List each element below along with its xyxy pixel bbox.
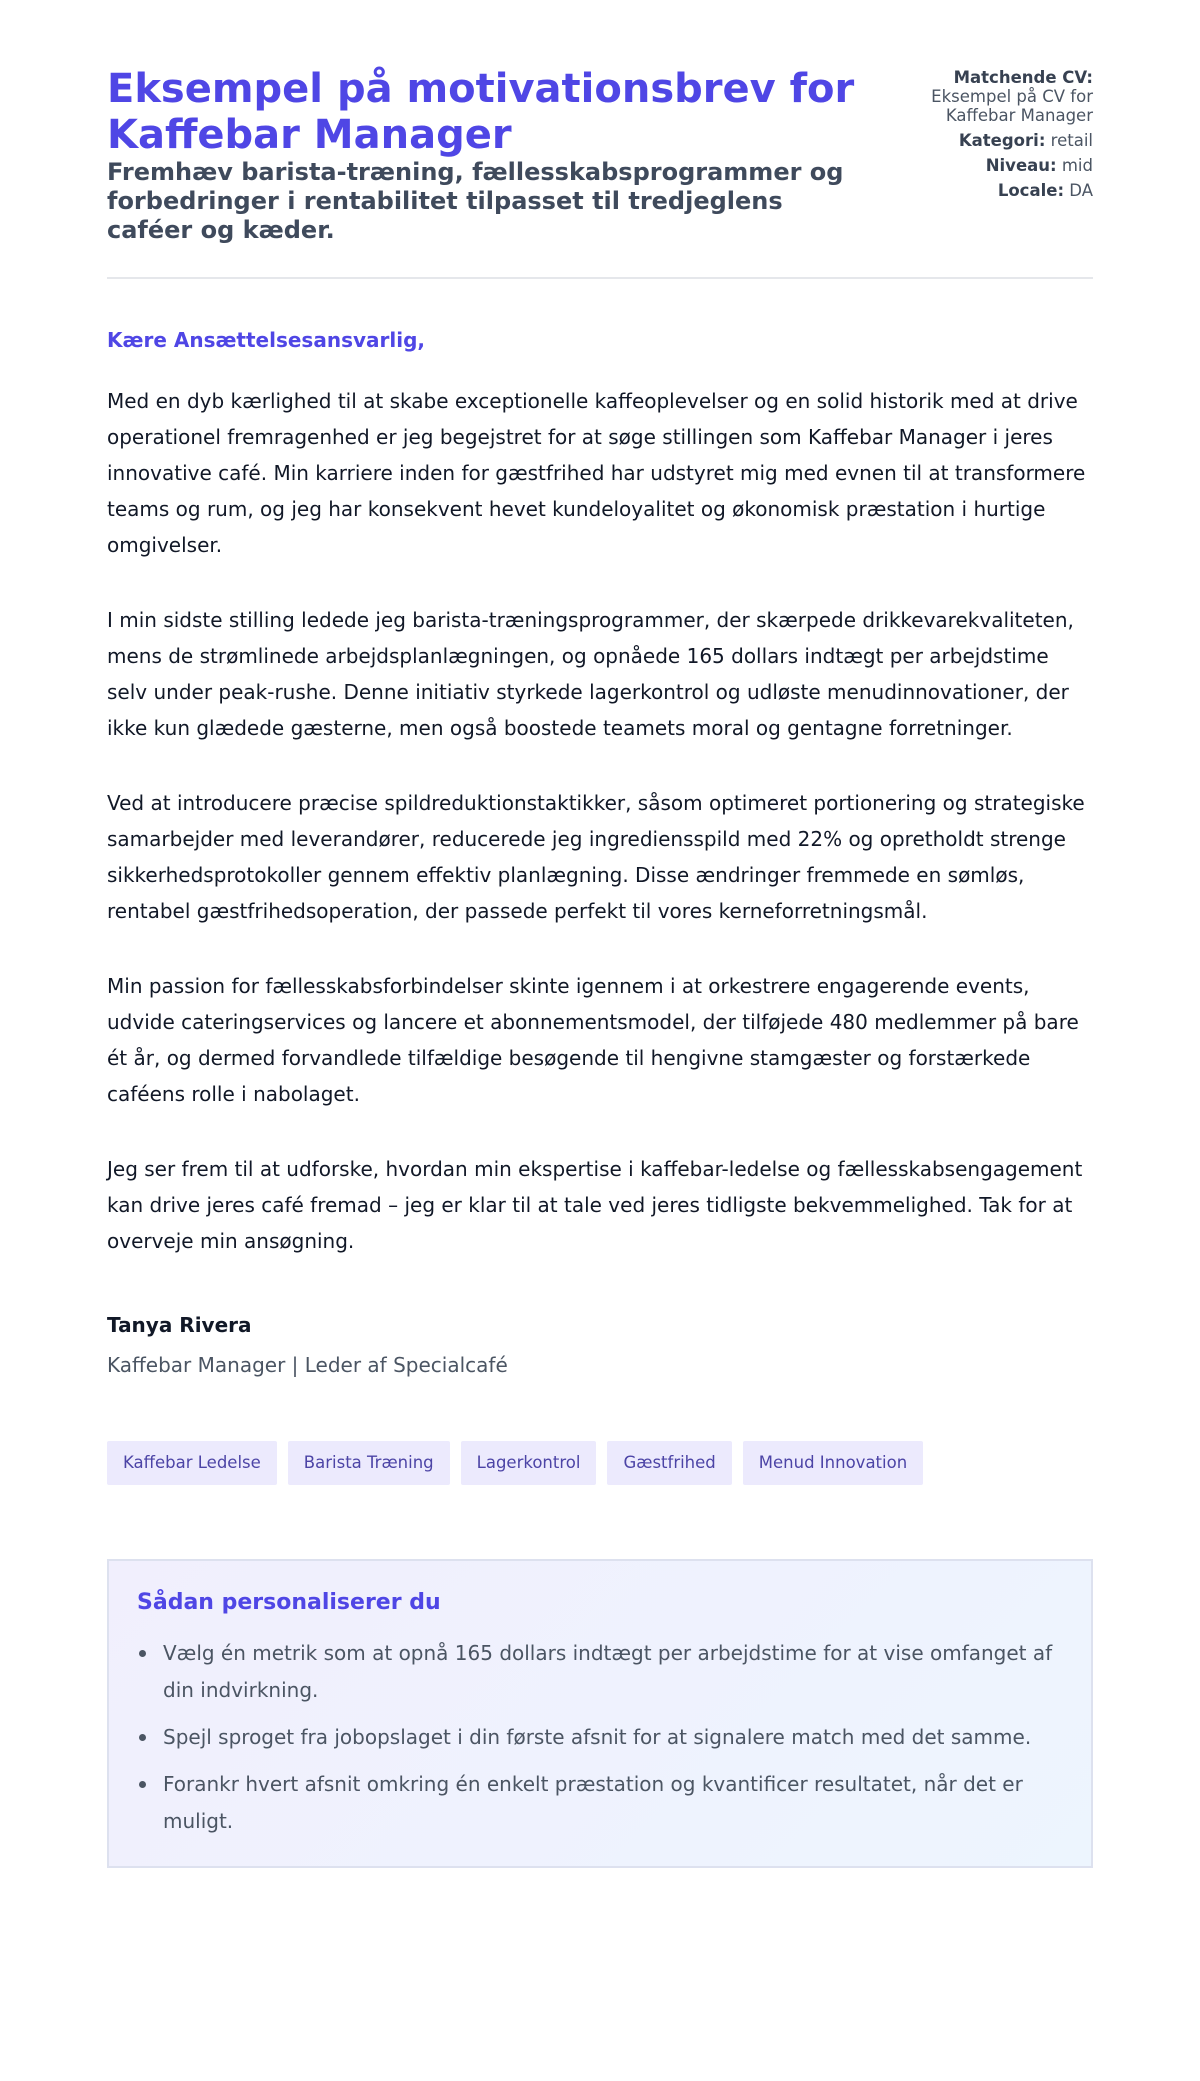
page-header: [107, 66, 1093, 279]
tip-item: [137, 1766, 1063, 1840]
skill-tag: Lagerkontrol: [461, 1441, 597, 1485]
letter-paragraph: Med en dyb kærlighed til at skabe exceptionelle kaffeoplevelser og en solid historik med at drive operationel fremragenhed er jeg begejstret for at søge stillingen som Kaffebar Manager i jeres innovative café. Min karriere inden for gæstfrihed har udstyret mig med evnen til at transformere teams og rum, og jeg har konsekvent hevet kundeloyalitet og økonomisk præstation i hurtige omgivelser.: [107, 389, 1086, 557]
skill-tag: Gæstfrihed: [607, 1441, 731, 1485]
letter-paragraph: Jeg ser frem til at udforske, hvordan min ekspertise i kaffebar-ledelse og fællesskabsengagement kan drive jeres café fremad – jeg er klar til at tale ved jeres tidligste bekvemmelighed. Tak for at overveje min ansøgning.: [107, 1157, 1083, 1253]
meta-category-label: Kategori:: [958, 131, 1046, 150]
meta-cv-label: Matchende CV:: [953, 68, 1093, 87]
meta-level: [918, 156, 1093, 175]
tip-item: [137, 1635, 1063, 1709]
bullet-icon: [139, 1734, 146, 1741]
tip-text: Forankr hvert afsnit omkring én enkelt præstation og kvantificer resultatet, når det er muligt.: [163, 1772, 1023, 1833]
signature-title: Kaffebar Manager | Leder af Specialcafé: [107, 1353, 508, 1377]
meta-matching-cv: [918, 68, 1093, 125]
meta-locale: [918, 181, 1093, 200]
meta-cv-link[interactable]: Eksempel på CV for Kaffebar Manager: [931, 87, 1093, 125]
skill-tag: Kaffebar Ledelse: [107, 1441, 277, 1485]
letter-greeting: Kære Ansættelsesansvarlig,: [107, 328, 425, 352]
tips-title: Sådan personaliserer du: [137, 1590, 441, 1615]
signature: [107, 1311, 1093, 1379]
tip-text: Spejl sproget fra jobopslaget i din første afsnit for at signalere match med det samme.: [163, 1725, 1032, 1749]
bullet-icon: [139, 1781, 146, 1788]
meta-category-value: retail: [1050, 131, 1093, 150]
letter: [107, 327, 1093, 1379]
header-titles: [107, 66, 867, 245]
letter-body: [107, 383, 1093, 1259]
personalization-tips-box: [107, 1559, 1093, 1868]
skill-tags: [107, 1441, 1093, 1485]
page-subtitle: Fremhæv barista-træning, fællesskabsprogrammer og forbedringer i rentabilitet tilpasset til tredjeglens caféer og kæder.: [107, 158, 844, 244]
tips-list: [137, 1635, 1063, 1840]
skill-tag: Menud Innovation: [743, 1441, 923, 1485]
meta-category: [918, 131, 1093, 150]
tip-text: Vælg én metrik som at opnå 165 dollars indtægt per arbejdstime for at vise omfanget af din indvirkning.: [163, 1641, 1053, 1702]
signature-name: Tanya Rivera: [107, 1313, 252, 1337]
letter-paragraph: Min passion for fællesskabsforbindelser skinte igennem i at orkestrere engagerende events, udvide cateringservices og lancere et abonnementsmodel, der tilføjede 480 medlemmer på bare ét år, og dermed forvandlede tilfældige besøgende til hengivne stamgæster og forstærkede caféens rolle i nabolaget.: [107, 974, 1079, 1106]
bullet-icon: [139, 1650, 146, 1657]
meta-panel: [918, 68, 1093, 206]
meta-locale-label: Locale:: [997, 181, 1065, 200]
meta-locale-value: DA: [1069, 181, 1093, 200]
letter-paragraph: Ved at introducere præcise spildreduktionstaktikker, såsom optimeret portionering og strategiske samarbejder med leverandører, reducerede jeg ingrediensspild med 22% og opretholdt strenge sikkerhedsprotokoller gennem effektiv planlægning. Disse ændringer fremmede en sømløs, rentabel gæstfrihedsoperation, der passede perfekt til vores kerneforretningsmål.: [107, 791, 1085, 923]
skill-tag: Barista Træning: [288, 1441, 450, 1485]
tip-item: [137, 1719, 1063, 1756]
meta-level-value: mid: [1061, 156, 1093, 175]
page-title: Eksempel på motivationsbrev for Kaffebar Manager: [107, 66, 855, 158]
letter-paragraph: I min sidste stilling ledede jeg barista-træningsprogrammer, der skærpede drikkevarekvaliteten, mens de strømlinede arbejdsplanlægningen, og opnåede 165 dollars indtægt per arbejdstime selv under peak-rushe. Denne initiativ styrkede lagerkontrol og udløste menudinnovationer, der ikke kun glædede gæsterne, men også boostede teamets moral og gentagne forretninger.: [107, 608, 1074, 740]
meta-level-label: Niveau:: [985, 156, 1057, 175]
